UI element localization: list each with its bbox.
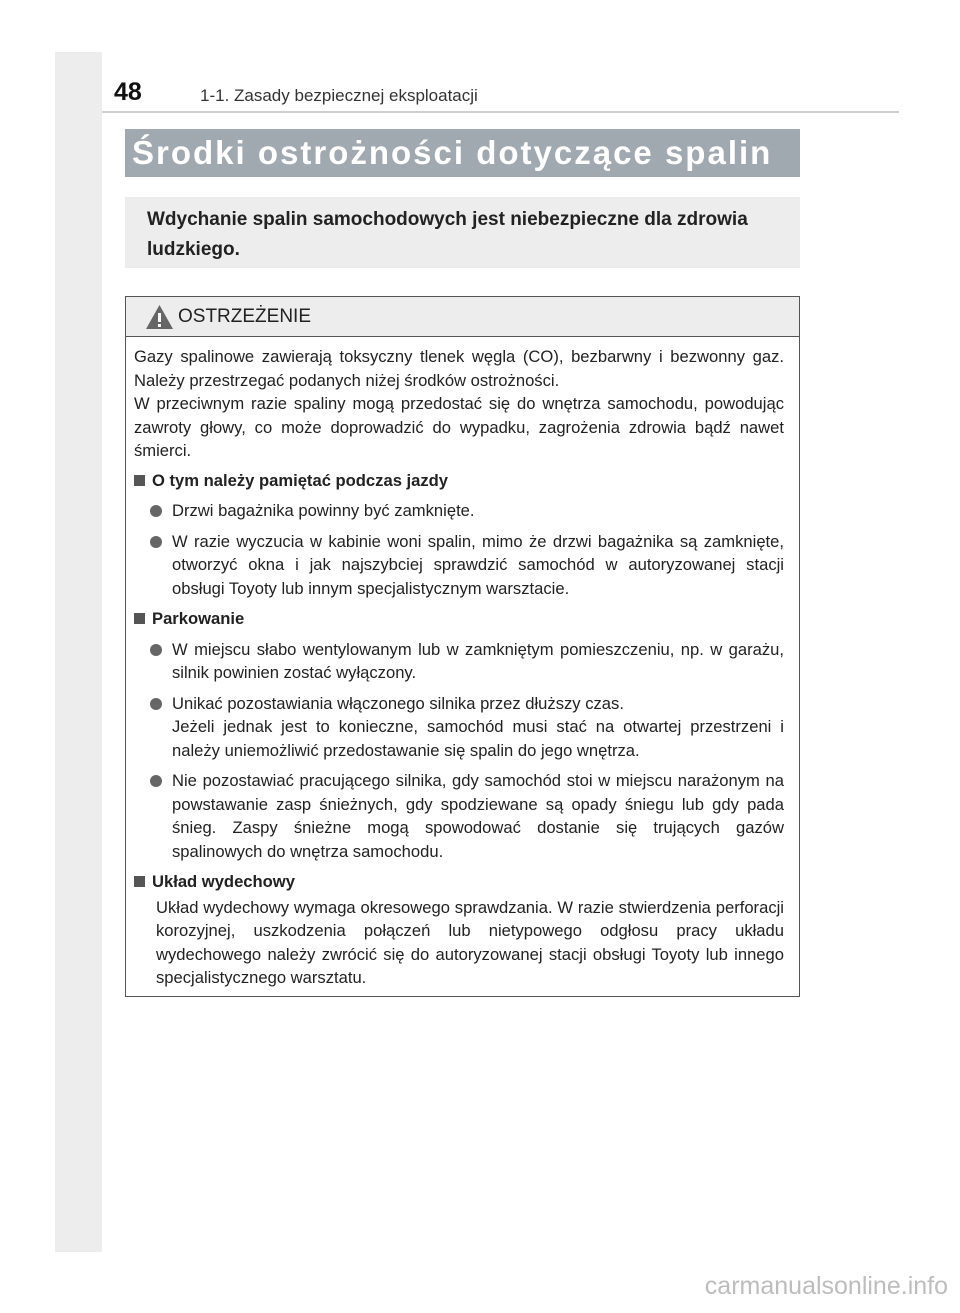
- warning-paragraph: W przeciwnym razie spaliny mogą przedostać się do wnętrza samochodu, powodując zawroty głowy, co może doprowadzić do wypadku, zagrożenia zdrowia bądź nawet śmierci.: [134, 394, 784, 460]
- list-item-text: W razie wyczucia w kabinie woni spalin, mimo że drzwi bagażnika są zamknięte, otworzyć okna i jak najszybciej sprawdzić samochód w autoryzowanej stacji obsługi Toyoty lub innym specjalistycznym warsztacie.: [172, 531, 784, 598]
- list-item: [134, 692, 784, 763]
- list-item-text: W miejscu słabo wentylowanym lub w zamkniętym pomieszczeniu, np. w garażu, silnik powinien zostać wyłączony.: [172, 639, 784, 682]
- warning-paragraph: Gazy spalinowe zawierają toksyczny tlenek węgla (CO), bezbarwny i bezwonny gaz. Należy przestrzegać podanych niżej środków ostrożności.: [134, 347, 784, 390]
- list-item: [134, 638, 784, 685]
- square-bullet-icon: [134, 613, 145, 624]
- warning-box: [125, 296, 800, 997]
- list-item-text: Drzwi bagażnika powinny być zamknięte.: [172, 501, 475, 520]
- list-item: [134, 769, 784, 863]
- intro-text: Wdychanie spalin samochodowych jest niebezpieczne dla zdrowia ludzkiego.: [147, 209, 748, 260]
- warning-header: [126, 297, 799, 337]
- bullet-dot-icon: [150, 505, 162, 517]
- list-item: [134, 530, 784, 601]
- warning-label: OSTRZEŻENIE: [178, 305, 312, 327]
- section-paragraph: Układ wydechowy wymaga okresowego sprawdzania. W razie stwierdzenia perforacji korozyjnej, uszkodzenia połączeń lub nietypowego odgłosu pracy układu wydechowego należy zwrócić się do autoryzowanej stacji obsługi Toyoty lub innego specjalistycznego warsztatu.: [156, 897, 784, 987]
- square-bullet-icon: [134, 876, 145, 887]
- chapter-title: 1-1. Zasady bezpiecznej eksploatacji: [200, 86, 478, 105]
- page-number: 48: [114, 78, 142, 106]
- list-item-text: Unikać pozostawiania włączonego silnika przez dłuższy czas.: [172, 693, 624, 713]
- square-bullet-icon: [134, 475, 145, 486]
- warning-body: [126, 337, 799, 990]
- section-heading: [134, 469, 784, 493]
- list-item-text-continued: Jeżeli jednak jest to konieczne, samochód musi stać na otwartej przestrzeni i należy uniemożliwić przedostawanie się spalin do jego wnętrza.: [172, 717, 784, 760]
- section-heading: [134, 870, 784, 894]
- bullet-dot-icon: [150, 775, 162, 787]
- bullet-dot-icon: [150, 536, 162, 548]
- section-heading-text: Układ wydechowy: [152, 872, 295, 891]
- page-title: Środki ostrożności dotyczące spalin: [132, 134, 773, 171]
- bullet-dot-icon: [150, 644, 162, 656]
- intro-box: [125, 197, 800, 268]
- title-bar: [125, 129, 800, 177]
- side-tab: [55, 52, 102, 1252]
- section-heading-text: O tym należy pamiętać podczas jazdy: [152, 470, 449, 490]
- warning-triangle-icon: [145, 304, 174, 330]
- watermark: carmanualsonline.info: [704, 1272, 948, 1300]
- section-heading-text: Parkowanie: [152, 609, 245, 628]
- section-heading: [134, 607, 784, 631]
- list-item-text: Nie pozostawiać pracującego silnika, gdy samochód stoi w miejscu narażonym na powstawanie zasp śnieżnych, gdy spodziewane są opady śniegu lub gdy pada śnieg. Zaspy śnieżne mogą spowodować dostanie się trujących gazów spalinowych do wnętrza samochodu.: [172, 771, 784, 861]
- header-divider: [102, 111, 899, 113]
- list-item: [134, 499, 784, 523]
- bullet-dot-icon: [150, 698, 162, 710]
